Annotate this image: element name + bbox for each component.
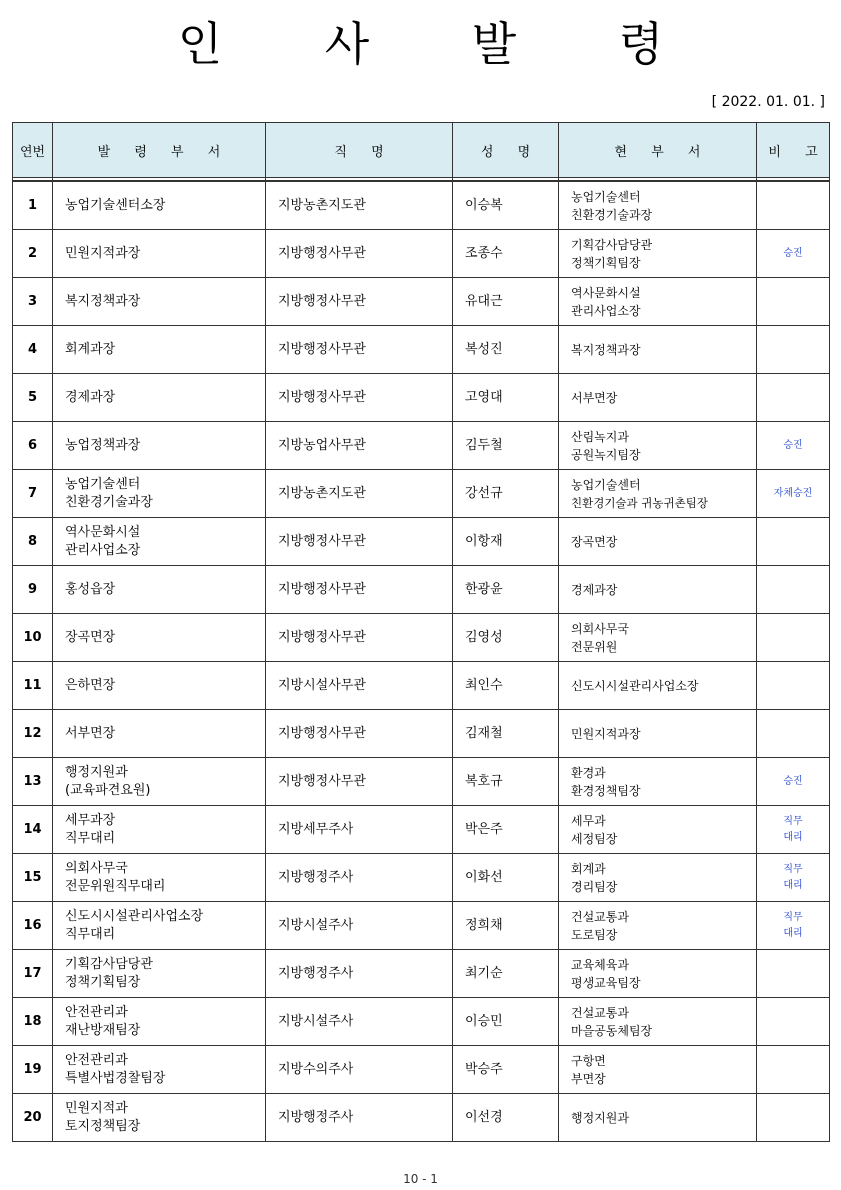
remarks-cell	[757, 998, 830, 1046]
remark-text: 대리	[783, 879, 803, 891]
assigned-dept-cell	[53, 950, 266, 998]
person-name: 이화선	[465, 869, 503, 885]
current-dept-cell	[559, 230, 757, 278]
row-number: 2	[13, 230, 53, 278]
assigned-dept-line: 농업기술센터	[65, 476, 141, 492]
assigned-dept-line: 관리사업소장	[65, 542, 141, 558]
current-dept-cell	[559, 998, 757, 1046]
assigned-dept-line: 세무과장	[65, 812, 116, 828]
table-row	[13, 950, 830, 998]
person-name: 이승민	[465, 1013, 503, 1029]
table-row	[13, 854, 830, 902]
position-cell	[266, 710, 453, 758]
row-number: 9	[13, 566, 53, 614]
table-row	[13, 470, 830, 518]
position-cell	[266, 1094, 453, 1142]
current-dept-line: 농업기술센터	[571, 189, 641, 204]
row-number: 8	[13, 518, 53, 566]
position-text: 지방시설주사	[278, 917, 354, 933]
name-cell	[453, 422, 559, 470]
assigned-dept-cell	[53, 518, 266, 566]
name-cell	[453, 278, 559, 326]
current-dept-cell	[559, 662, 757, 710]
current-dept-line: 관리사업소장	[571, 303, 641, 318]
position-text: 지방행정사무관	[278, 629, 366, 645]
table-row	[13, 230, 830, 278]
name-cell	[453, 998, 559, 1046]
position-text: 지방농촌지도관	[278, 197, 366, 213]
table-row	[13, 710, 830, 758]
person-name: 김두철	[465, 437, 503, 453]
assigned-dept-cell	[53, 1046, 266, 1094]
remark-text: 대리	[783, 831, 803, 843]
person-name: 조종수	[465, 245, 503, 261]
position-text: 지방농업사무관	[278, 437, 366, 453]
current-dept-line: 산림녹지과	[571, 429, 629, 444]
assigned-dept-cell	[53, 758, 266, 806]
position-cell	[266, 758, 453, 806]
name-cell	[453, 1094, 559, 1142]
person-name: 한광윤	[465, 581, 503, 597]
table-row	[13, 662, 830, 710]
person-name: 최인수	[465, 677, 503, 693]
current-dept-line: 마을공동체팀장	[571, 1023, 653, 1038]
person-name: 박은주	[465, 821, 503, 837]
header-assigned-dept: 발 령 부 서	[53, 123, 266, 178]
remarks-cell	[757, 278, 830, 326]
assigned-dept-line: 은하면장	[65, 677, 116, 693]
assigned-dept-line: 전문위원직무대리	[65, 878, 166, 894]
name-cell	[453, 230, 559, 278]
assigned-dept-line: 회계과장	[65, 341, 116, 357]
header-position: 직 명	[266, 123, 453, 178]
row-number: 19	[13, 1046, 53, 1094]
assigned-dept-line: 안전관리과	[65, 1052, 128, 1068]
table-row	[13, 806, 830, 854]
assigned-dept-cell	[53, 326, 266, 374]
current-dept-line: 민원지적과장	[571, 726, 641, 741]
assigned-dept-line: 장곡면장	[65, 629, 116, 645]
position-cell	[266, 518, 453, 566]
assigned-dept-line: 홍성읍장	[65, 581, 116, 597]
name-cell	[453, 854, 559, 902]
position-text: 지방행정사무관	[278, 533, 366, 549]
announcement-date: [ 2022. 01. 01. ]	[711, 94, 825, 110]
current-dept-cell	[559, 854, 757, 902]
assigned-dept-cell	[53, 662, 266, 710]
position-text: 지방시설주사	[278, 1013, 354, 1029]
person-name: 유대근	[465, 293, 503, 309]
person-name: 김재철	[465, 725, 503, 741]
remark-text: 자체승진	[773, 487, 813, 499]
remark-text: 대리	[783, 927, 803, 939]
current-dept-cell	[559, 1046, 757, 1094]
person-name: 정희채	[465, 917, 503, 933]
row-number: 11	[13, 662, 53, 710]
current-dept-line: 경리팀장	[571, 879, 618, 894]
position-text: 지방행정주사	[278, 869, 354, 885]
current-dept-line: 공원녹지팀장	[571, 447, 641, 462]
current-dept-line: 서부면장	[571, 390, 618, 405]
table-row	[13, 758, 830, 806]
person-name: 이선경	[465, 1109, 503, 1125]
assigned-dept-line: 농업기술센터소장	[65, 197, 166, 213]
position-cell	[266, 950, 453, 998]
position-text: 지방행정주사	[278, 965, 354, 981]
row-number: 10	[13, 614, 53, 662]
remarks-cell	[757, 662, 830, 710]
position-cell	[266, 181, 453, 230]
row-number: 12	[13, 710, 53, 758]
remark-text: 직무	[783, 911, 803, 923]
position-text: 지방수의주사	[278, 1061, 354, 1077]
header-remarks: 비 고	[757, 123, 830, 178]
row-number: 6	[13, 422, 53, 470]
remark-text: 직무	[783, 863, 803, 875]
name-cell	[453, 950, 559, 998]
assigned-dept-cell	[53, 470, 266, 518]
current-dept-line: 환경정책팀장	[571, 783, 641, 798]
person-name: 최기순	[465, 965, 503, 981]
current-dept-line: 복지정책과장	[571, 342, 641, 357]
position-cell	[266, 326, 453, 374]
name-cell	[453, 806, 559, 854]
position-cell	[266, 566, 453, 614]
person-name: 복성진	[465, 341, 503, 357]
assigned-dept-cell	[53, 854, 266, 902]
remark-text: 승진	[783, 247, 803, 259]
name-cell	[453, 1046, 559, 1094]
current-dept-line: 친환경기술과장	[571, 207, 653, 222]
remarks-cell	[757, 326, 830, 374]
assigned-dept-cell	[53, 181, 266, 230]
assigned-dept-line: 역사문화시설	[65, 524, 141, 540]
assigned-dept-cell	[53, 1094, 266, 1142]
assigned-dept-cell	[53, 566, 266, 614]
table-row	[13, 566, 830, 614]
remarks-cell	[757, 710, 830, 758]
current-dept-line: 농업기술센터	[571, 477, 641, 492]
table-row	[13, 278, 830, 326]
header-current-dept: 현 부 서	[559, 123, 757, 178]
position-text: 지방행정사무관	[278, 389, 366, 405]
person-name: 고영대	[465, 389, 503, 405]
current-dept-line: 장곡면장	[571, 534, 618, 549]
assigned-dept-line: 토지정책팀장	[65, 1118, 141, 1134]
remarks-cell	[757, 758, 830, 806]
assigned-dept-line: 농업정책과장	[65, 437, 141, 453]
assigned-dept-line: 친환경기술과장	[65, 494, 153, 510]
position-text: 지방행정사무관	[278, 293, 366, 309]
assigned-dept-cell	[53, 614, 266, 662]
name-cell	[453, 181, 559, 230]
current-dept-cell	[559, 950, 757, 998]
current-dept-cell	[559, 181, 757, 230]
assigned-dept-line: 재난방재팀장	[65, 1022, 141, 1038]
current-dept-line: 회계과	[571, 861, 606, 876]
position-text: 지방행정사무관	[278, 581, 366, 597]
remark-text: 승진	[783, 775, 803, 787]
name-cell	[453, 374, 559, 422]
position-text: 지방농촌지도관	[278, 485, 366, 501]
name-cell	[453, 758, 559, 806]
assigned-dept-cell	[53, 902, 266, 950]
current-dept-cell	[559, 326, 757, 374]
position-cell	[266, 854, 453, 902]
current-dept-cell	[559, 902, 757, 950]
assigned-dept-line: 직무대리	[65, 926, 116, 942]
row-number: 15	[13, 854, 53, 902]
current-dept-line: 건설교통과	[571, 1005, 629, 1020]
assigned-dept-cell	[53, 710, 266, 758]
remarks-cell	[757, 181, 830, 230]
position-text: 지방행정사무관	[278, 773, 366, 789]
person-name: 이항재	[465, 533, 503, 549]
position-cell	[266, 806, 453, 854]
row-number: 7	[13, 470, 53, 518]
row-number: 20	[13, 1094, 53, 1142]
assigned-dept-line: 경제과장	[65, 389, 116, 405]
position-cell	[266, 374, 453, 422]
remarks-cell	[757, 1094, 830, 1142]
current-dept-line: 경제과장	[571, 582, 618, 597]
current-dept-cell	[559, 758, 757, 806]
remarks-cell	[757, 614, 830, 662]
position-cell	[266, 230, 453, 278]
table-row	[13, 1094, 830, 1142]
person-name: 김영성	[465, 629, 503, 645]
position-text: 지방행정주사	[278, 1109, 354, 1125]
assigned-dept-line: 복지정책과장	[65, 293, 141, 309]
table-row	[13, 998, 830, 1046]
assigned-dept-line: 직무대리	[65, 830, 116, 846]
current-dept-cell	[559, 374, 757, 422]
assigned-dept-cell	[53, 998, 266, 1046]
remarks-cell	[757, 1046, 830, 1094]
table-row	[13, 181, 830, 230]
current-dept-line: 전문위원	[571, 639, 618, 654]
personnel-table	[12, 122, 830, 1142]
table-row	[13, 374, 830, 422]
remarks-cell	[757, 518, 830, 566]
current-dept-line: 구항면	[571, 1053, 606, 1068]
remarks-cell	[757, 854, 830, 902]
assigned-dept-line: 안전관리과	[65, 1004, 128, 1020]
current-dept-line: 세정팀장	[571, 831, 618, 846]
table-row	[13, 326, 830, 374]
position-text: 지방행정사무관	[278, 725, 366, 741]
current-dept-cell	[559, 1094, 757, 1142]
row-number: 16	[13, 902, 53, 950]
assigned-dept-cell	[53, 422, 266, 470]
position-text: 지방행정사무관	[278, 341, 366, 357]
position-cell	[266, 422, 453, 470]
remarks-cell	[757, 470, 830, 518]
position-text: 지방행정사무관	[278, 245, 366, 261]
current-dept-line: 행정지원과	[571, 1110, 629, 1125]
remarks-cell	[757, 902, 830, 950]
position-cell	[266, 614, 453, 662]
assigned-dept-cell	[53, 230, 266, 278]
assigned-dept-cell	[53, 278, 266, 326]
row-number: 3	[13, 278, 53, 326]
assigned-dept-line: 민원지적과장	[65, 245, 141, 261]
page-title: 인 사 발 령	[177, 17, 708, 71]
assigned-dept-line: 정책기획팀장	[65, 974, 141, 990]
table-row	[13, 422, 830, 470]
assigned-dept-cell	[53, 374, 266, 422]
current-dept-line: 세무과	[571, 813, 606, 828]
current-dept-cell	[559, 278, 757, 326]
row-number: 17	[13, 950, 53, 998]
assigned-dept-line: 서부면장	[65, 725, 116, 741]
current-dept-cell	[559, 422, 757, 470]
remarks-cell	[757, 374, 830, 422]
position-cell	[266, 278, 453, 326]
table-row	[13, 518, 830, 566]
person-name: 복호규	[465, 773, 503, 789]
remarks-cell	[757, 566, 830, 614]
current-dept-cell	[559, 518, 757, 566]
table-header-row	[13, 123, 830, 178]
assigned-dept-line: 기획감사담당관	[65, 956, 153, 972]
assigned-dept-cell	[53, 806, 266, 854]
current-dept-line: 역사문화시설	[571, 285, 641, 300]
current-dept-cell	[559, 710, 757, 758]
assigned-dept-line: (교육파견요원)	[65, 782, 151, 798]
remark-text: 직무	[783, 815, 803, 827]
assigned-dept-line: 민원지적과	[65, 1100, 128, 1116]
current-dept-cell	[559, 566, 757, 614]
assigned-dept-line: 의회사무국	[65, 860, 128, 876]
assigned-dept-line: 신도시시설관리사업소장	[65, 908, 204, 924]
current-dept-line: 기획감사담당관	[571, 237, 653, 252]
position-text: 지방시설사무관	[278, 677, 366, 693]
row-number: 13	[13, 758, 53, 806]
current-dept-line: 평생교육팀장	[571, 975, 641, 990]
row-number: 1	[13, 181, 53, 230]
current-dept-line: 건설교통과	[571, 909, 629, 924]
current-dept-line: 환경과	[571, 765, 606, 780]
position-cell	[266, 470, 453, 518]
table-row	[13, 902, 830, 950]
header-name: 성 명	[453, 123, 559, 178]
name-cell	[453, 566, 559, 614]
remarks-cell	[757, 230, 830, 278]
assigned-dept-line: 행정지원과	[65, 764, 128, 780]
person-name: 박승주	[465, 1061, 503, 1077]
current-dept-line: 정책기획팀장	[571, 255, 641, 270]
position-cell	[266, 662, 453, 710]
remarks-cell	[757, 422, 830, 470]
position-cell	[266, 1046, 453, 1094]
name-cell	[453, 326, 559, 374]
current-dept-line: 의회사무국	[571, 621, 629, 636]
person-name: 강선규	[465, 485, 503, 501]
current-dept-line: 교육체육과	[571, 957, 629, 972]
current-dept-cell	[559, 470, 757, 518]
current-dept-cell	[559, 614, 757, 662]
position-cell	[266, 902, 453, 950]
header-number: 연번	[13, 123, 53, 178]
remarks-cell	[757, 806, 830, 854]
table-row	[13, 614, 830, 662]
name-cell	[453, 662, 559, 710]
current-dept-line: 친환경기술과 귀농귀촌팀장	[571, 495, 708, 510]
current-dept-line: 신도시시설관리사업소장	[571, 678, 699, 693]
current-dept-cell	[559, 806, 757, 854]
table-row	[13, 1046, 830, 1094]
row-number: 14	[13, 806, 53, 854]
row-number: 5	[13, 374, 53, 422]
remarks-cell	[757, 950, 830, 998]
assigned-dept-line: 특별사법경찰팀장	[65, 1070, 166, 1086]
position-cell	[266, 998, 453, 1046]
name-cell	[453, 470, 559, 518]
remark-text: 승진	[783, 439, 803, 451]
row-number: 18	[13, 998, 53, 1046]
current-dept-line: 도로팀장	[571, 927, 618, 942]
name-cell	[453, 518, 559, 566]
name-cell	[453, 614, 559, 662]
position-text: 지방세무주사	[278, 821, 354, 837]
person-name: 이승복	[465, 197, 503, 213]
name-cell	[453, 902, 559, 950]
row-number: 4	[13, 326, 53, 374]
page-number: 10 - 1	[403, 1172, 438, 1186]
current-dept-line: 부면장	[571, 1071, 606, 1086]
name-cell	[453, 710, 559, 758]
